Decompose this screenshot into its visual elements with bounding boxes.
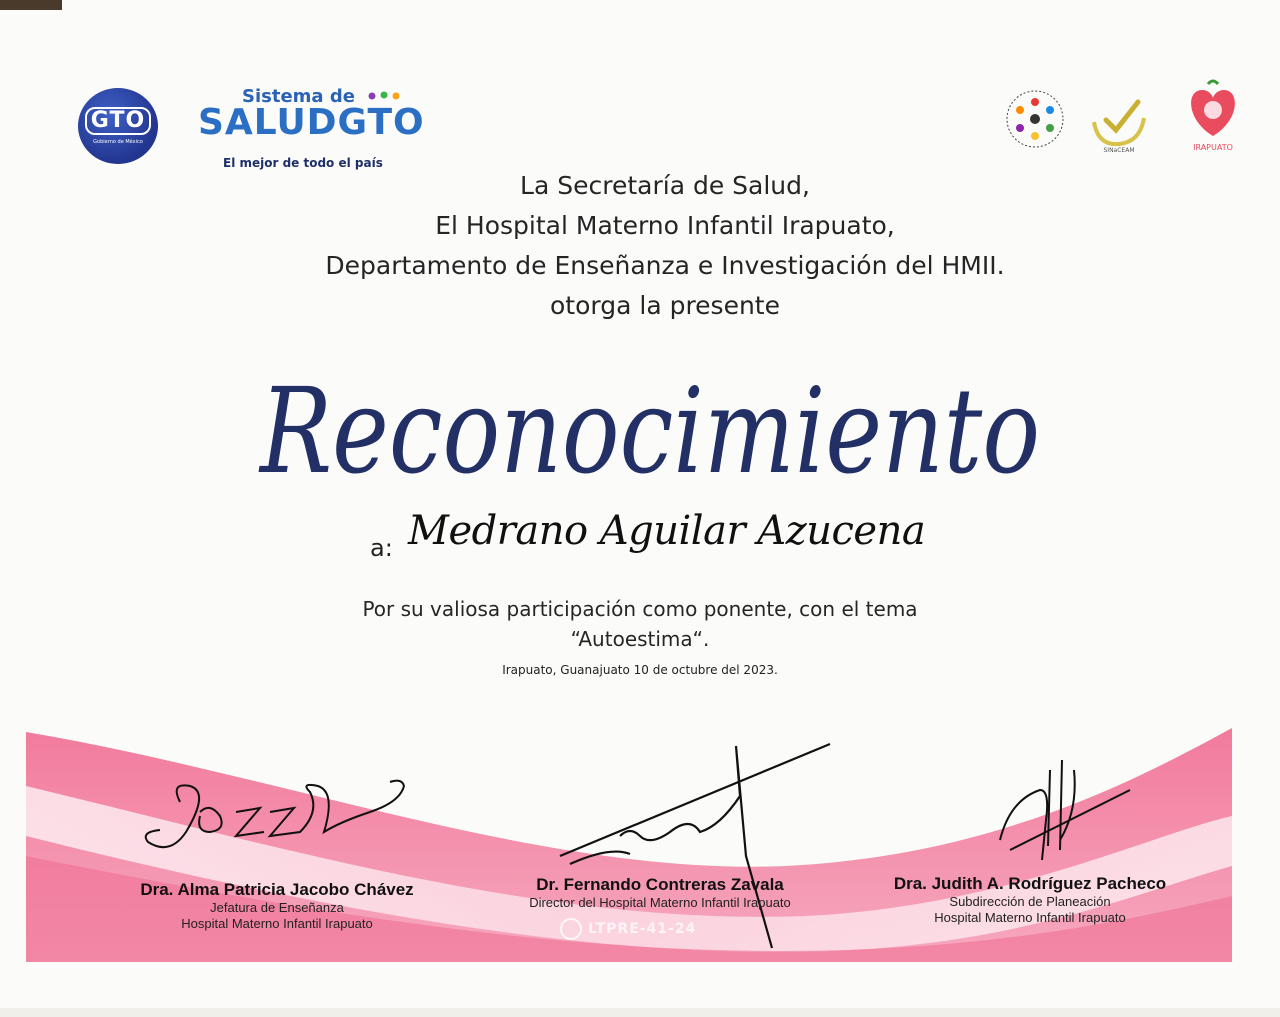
signer-3-role1: Subdirección de Planeación bbox=[949, 894, 1111, 909]
signer-3-role2: Hospital Materno Infantil Irapuato bbox=[934, 910, 1126, 925]
signature-block-1 bbox=[92, 880, 462, 932]
motive-line2: “Autoestima“. bbox=[570, 627, 710, 651]
signer-2-role1: Director del Hospital Materno Infantil Irapuato bbox=[529, 895, 791, 910]
place-date: Irapuato, Guanajuato 10 de octubre del 2023. bbox=[502, 663, 778, 677]
header-text bbox=[250, 166, 1080, 326]
certificate-title bbox=[250, 334, 1050, 500]
signer-1-role2: Hospital Materno Infantil Irapuato bbox=[181, 916, 373, 931]
title-text: Reconocimiento bbox=[258, 362, 1041, 500]
bottom-edge bbox=[0, 1008, 1280, 1017]
signer-1-name: Dra. Alma Patricia Jacobo Chávez bbox=[140, 880, 414, 899]
stamp-text: LTPRE-41-24 bbox=[588, 921, 697, 937]
motive-text bbox=[240, 594, 1040, 654]
salud-logo-tagline: El mejor de todo el país bbox=[223, 156, 383, 170]
corner-mark bbox=[0, 0, 62, 10]
recipient-prefix: a: bbox=[370, 534, 393, 562]
header-line1: La Secretaría de Salud, bbox=[520, 171, 810, 200]
gto-logo-sub: Gobierno de México bbox=[93, 139, 143, 145]
irapuato-text: IRAPUATO bbox=[1193, 143, 1233, 152]
motive-line1: Por su valiosa participación como ponente, con el tema bbox=[362, 597, 918, 621]
recipient-name: Medrano Aguilar Azucena bbox=[408, 508, 926, 554]
sinacem-check-logo-icon bbox=[1088, 84, 1150, 154]
signature-block-3 bbox=[850, 874, 1210, 926]
signature-3-icon bbox=[990, 750, 1140, 870]
salud-gto-logo bbox=[198, 86, 425, 174]
header-line3: Departamento de Enseñanza e Investigación del HMII. bbox=[325, 251, 1005, 280]
document-stamp bbox=[560, 918, 720, 948]
salud-logo-line2: SALUDGTO bbox=[198, 102, 425, 143]
gto-logo bbox=[78, 88, 158, 164]
header-line4: otorga la presente bbox=[550, 291, 780, 320]
recipient bbox=[370, 502, 970, 572]
gto-logo-main: GTO bbox=[85, 107, 151, 135]
signer-1-role1: Jefatura de Enseñanza bbox=[210, 900, 344, 915]
stamp-circle-icon bbox=[560, 918, 582, 940]
hospital-heart-logo-icon bbox=[1182, 76, 1244, 160]
sinacem-text: SINaCEAM bbox=[1103, 147, 1135, 154]
header-line2: El Hospital Materno Infantil Irapuato, bbox=[435, 211, 895, 240]
signature-1-icon bbox=[140, 772, 420, 868]
signer-3-name: Dra. Judith A. Rodríguez Pacheco bbox=[893, 874, 1167, 893]
right-logos bbox=[1000, 74, 1250, 164]
signer-2-name-visible: Dr. Fernando Contreras Zavala bbox=[536, 875, 784, 894]
circle-people-logo-icon bbox=[1004, 88, 1066, 150]
signature-block-2 bbox=[480, 875, 840, 911]
salud-dots-icon bbox=[366, 90, 406, 102]
salud-logo-line1: Sistema de bbox=[242, 86, 355, 107]
